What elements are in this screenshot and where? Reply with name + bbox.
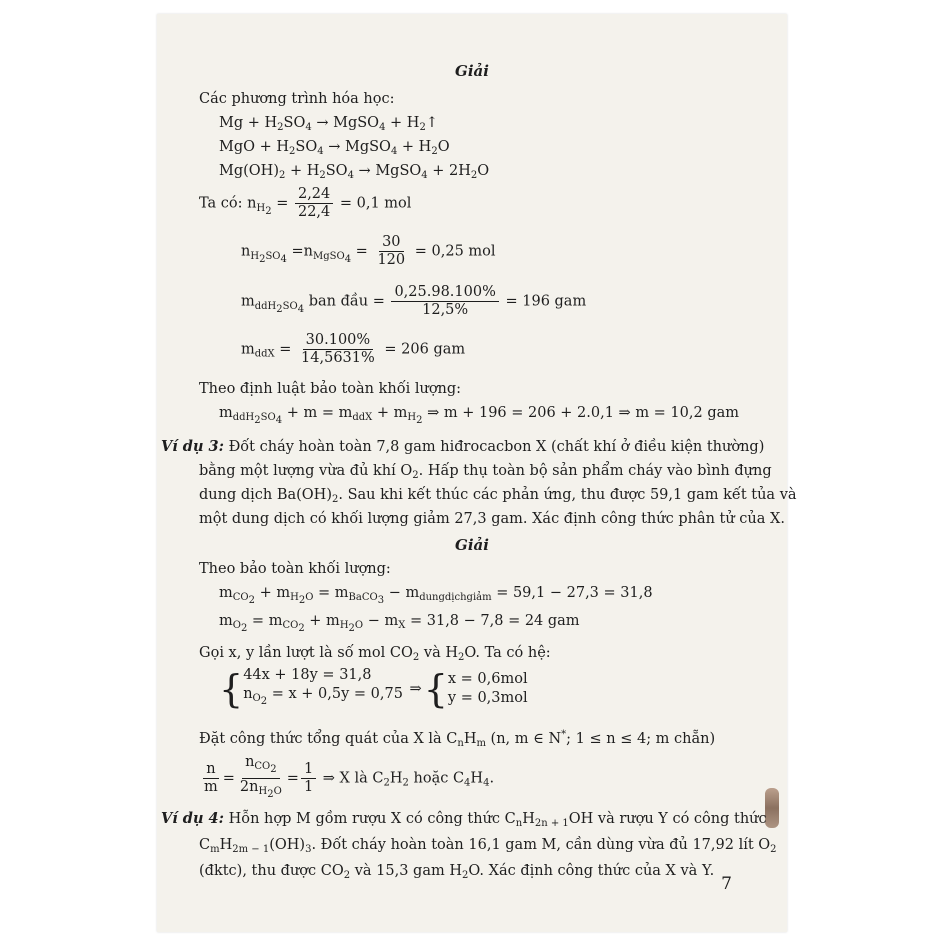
calc-moles-h2: Ta có: $n_{H_2}$ = $\frac{2,24}{22,4}$ = 0,1 mol bbox=[199, 186, 412, 220]
mass-equation-1: $m_{CO_2} + m_{H_2O} = m_{BaCO_3} - m_{dungdịchgiảm} = 59,1 - 27,3 = 31,8$ bbox=[219, 585, 653, 606]
general-formula-text: Đặt công thức tổng quát của X là $C_nH_m$ (n, m ∈ N*; 1 ≤ n ≤ 4; m chẵn) bbox=[199, 729, 716, 749]
example-3-label: Ví dụ 3: bbox=[161, 438, 224, 455]
mass-equation-2: $m_{O_2} = m_{CO_2} + m_{H_2O} - m_X = 31,8 - 7,8 = 24$ gam bbox=[219, 613, 580, 634]
section-header-solution-2: Giải bbox=[455, 536, 489, 554]
mass-conservation-text: Theo bảo toàn khối lượng: bbox=[199, 561, 391, 577]
example-3-line-2: bằng một lượng vừa đủ khí $O_2$. Hấp thụ toàn bộ sản phẩm cháy vào bình đựng bbox=[199, 463, 772, 481]
intro-text: Các phương trình hóa học: bbox=[199, 91, 395, 107]
calc-moles-h2so4: $n_{H_2SO_4} =n_{MgSO_4}$ = $\frac{30}{120}$ = 0,25 mol bbox=[241, 234, 496, 268]
conservation-law-text: Theo định luật bảo toàn khối lượng: bbox=[199, 381, 462, 397]
section-header-solution: Giải bbox=[455, 62, 489, 80]
left-brace-icon-2: { bbox=[423, 666, 448, 711]
page-number: 7 bbox=[721, 874, 732, 894]
variables-definition: Gọi x, y lần lượt là số mol $CO_2$ và $H_2O$. Ta có hệ: bbox=[199, 645, 551, 663]
example-3-line-4: một dung dịch có khối lượng giảm 27,3 gam. Xác định công thức phân tử của X. bbox=[199, 511, 785, 527]
equation-2: MgO + $H_2SO_4$ → MgSO$_4$ + $H_2O$ bbox=[219, 139, 450, 157]
example-3-line-1: Ví dụ 3: Đốt cháy hoàn toàn 7,8 gam hiđrocacbon X (chất khí ở điều kiện thường) bbox=[161, 438, 765, 455]
example-4-label: Ví dụ 4: bbox=[161, 810, 224, 827]
equation-system: { 44x + 18y = 31,8 $n_{O_2} = x + 0,5y = 0,75$ ⇒{ x = 0,6mol y = 0,3mol bbox=[219, 666, 528, 711]
example-3-line-3: dung dịch $Ba(OH)_2$. Sau khi kết thúc các phản ứng, thu được 59,1 gam kết tủa và bbox=[199, 487, 797, 505]
left-brace-icon: { bbox=[219, 666, 244, 711]
calc-mass-solution-x: $m_{ddX}$ = $\frac{30.100\%}{14,5631\%}$ = 206 gam bbox=[241, 332, 466, 366]
conservation-equation: $m_{ddH_2SO_4} + m = m_{ddX} + m_{H_2}$ ⇒ m + 196 = 206 + 2.0,1 ⇒ m = 10,2 gam bbox=[219, 405, 740, 426]
example-4-line-2: $C_mH_{2m - 1}(OH)_3$. Đốt cháy hoàn toàn 16,1 gam M, cần dùng vừa đủ 17,92 lít $O_2$ bbox=[199, 837, 777, 855]
book-page bbox=[157, 14, 797, 932]
calc-mass-initial-solution: $m_{ddH_2SO_4}$ ban đầu = $\frac{0,25.98.100\%}{12,5\%}$ = 196 gam bbox=[241, 284, 587, 318]
page-content bbox=[157, 14, 797, 932]
equation-1: $Mg + H_2SO_4$ → MgSO$_4$ + $H_2↑$ bbox=[219, 115, 438, 133]
ratio-conclusion: $\frac{n}{m}$ = $\frac{n_{CO_2}}{2n_{H_2O}}$ = $\frac{1}{1}$ ⇒ X là $C_2H_2$ hoặc $C_4H_4$. bbox=[204, 754, 495, 800]
equation-3: $Mg(OH)_2 + H_2SO_4$ → MgSO$_4$ + $2H_2O$ bbox=[219, 163, 490, 181]
example-4-line-3: (đktc), thu được $CO_2$ và 15,3 gam $H_2O$. Xác định công thức của X và Y. bbox=[199, 863, 715, 881]
example-4-line-1: Ví dụ 4: Hỗn hợp M gồm rượu X có công thức $C_nH_{2n + 1}OH$ và rượu Y có công thức bbox=[161, 810, 767, 829]
